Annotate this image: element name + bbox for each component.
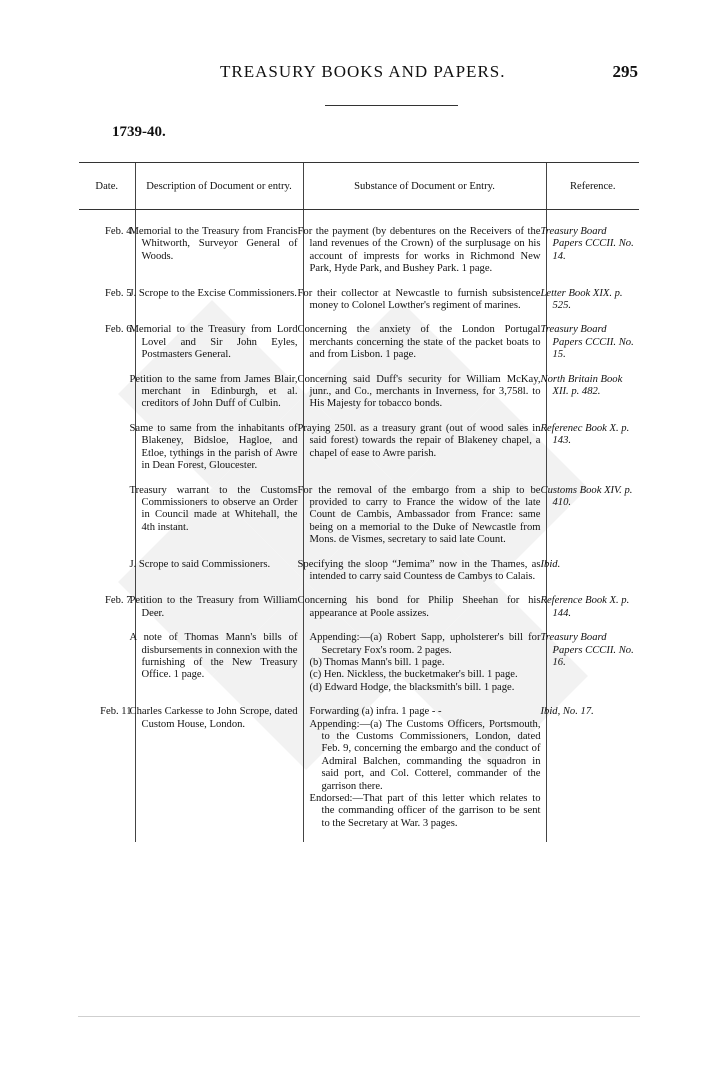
entry-reference: Reference Book X. p. 144.: [546, 595, 639, 632]
entry-reference: Treasury Board Papers CCCII. No. 16.: [546, 632, 639, 706]
entry-reference: Ibid.: [546, 559, 639, 596]
table-row: [79, 559, 639, 596]
entry-reference: Treasury Board Papers CCCII. No. 15.: [546, 324, 639, 373]
entry-description: Memorial to the Treasury from Francis Whitworth, Surveyor General of Woods.: [135, 210, 303, 288]
entry-date: [79, 374, 135, 423]
entry-substance: Specifying the sloop “Jemima” now in the Thames, as intended to carry said Countess de Cambys to Calais.: [303, 559, 546, 596]
entry-description: A note of Thomas Mann's bills of disbursements in connexion with the furnishing of the New Treasury Office. 1 page.: [135, 632, 303, 706]
substance-line: Appending:—(a) The Customs Officers, Portsmouth, to the Customs Commissioners, London, dated Feb. 9, concerning the embargo and the conduct of Admiral Balchen, commanding the squadron in said port, and Col. Cotterel, commander of the garrison there.: [309, 718, 541, 792]
entry-date: [79, 559, 135, 596]
entry-date: [79, 632, 135, 706]
entry-substance: Praying 250l. as a treasury grant (out of wood sales in said forest) towards the repair of Blakeney chapel, a chapel of ease to Awre parish.: [303, 423, 546, 485]
bottom-rule: [78, 1016, 640, 1017]
entry-date: Feb. 11: [100, 706, 132, 718]
table-row: [79, 288, 639, 325]
entry-reference: Ibid, No. 17.: [546, 706, 639, 842]
entry-description: J. Scrope to the Excise Commissioners.: [135, 288, 303, 325]
entry-date: Feb. 5: [105, 287, 132, 299]
entry-substance: Concerning his bond for Philip Sheehan for his appearance at Poole assizes.: [303, 595, 546, 632]
entry-description: Charles Carkesse to John Scrope, dated Custom House, London.: [135, 706, 303, 842]
entry-substance: Concerning said Duff's security for William McKay, junr., and Co., merchants in Inverness, for 3,758l. to His Majesty for tobacco bonds.: [303, 374, 546, 423]
column-header-row: [79, 163, 639, 210]
entry-description: Same to same from the inhabitants of Blakeney, Bidsloe, Hagloe, and Etloe, tythings in the parish of Awre in Dean Forest, Gloucester.: [135, 423, 303, 485]
entry-date: Feb. 4: [105, 226, 132, 237]
table-row: [79, 210, 639, 288]
substance-line: Endorsed:—That part of this letter which relates to the commanding officer of the garrison to be sent to the Secretary at War. 3 pages.: [309, 793, 541, 829]
entry-description: Petition to the same from James Blair, merchant in Edinburgh, et al. creditors of John Duff of Culbin.: [135, 374, 303, 423]
ledger-table: [79, 162, 639, 842]
column-header-description: Description of Document or entry.: [135, 163, 303, 210]
entry-date: [79, 485, 135, 559]
column-header-reference: Reference.: [546, 163, 639, 210]
entry-reference: Treasury Board Papers CCCII. No. 14.: [546, 210, 639, 288]
entry-reference: North Britain Book XII. p. 482.: [546, 374, 639, 423]
table-row: [79, 595, 639, 632]
entry-date: Feb. 6: [105, 324, 132, 336]
entry-date: [79, 423, 135, 485]
substance-line: Forwarding (a) infra. 1 page - -: [309, 706, 442, 718]
entry-reference: Customs Book XIV. p. 410.: [546, 485, 639, 559]
entry-reference: Referenec Book X. p. 143.: [546, 423, 639, 485]
header-rule: [325, 105, 458, 106]
entry-description: Memorial to the Treasury from Lord Lovel and Sir John Eyles, Postmasters General.: [135, 324, 303, 373]
table-row: [79, 632, 639, 706]
entry-description: Petition to the Treasury from William Deer.: [135, 595, 303, 632]
entry-substance: [303, 632, 546, 706]
entry-reference: Letter Book XIX. p. 525.: [546, 288, 639, 325]
entry-date: Feb. 7: [105, 595, 132, 607]
entry-substance: For the removal of the embargo from a ship to be provided to carry to France the widow of the late Count de Cambis, Ambassador from France: same being on a memorial to the Duke of Newcastle from Mons. de Vismes, secretary to said late Count.: [303, 485, 546, 559]
year-heading: 1739-40.: [112, 124, 166, 140]
table-row: [79, 423, 639, 485]
entry-substance: Concerning the anxiety of the London Portugal merchants concerning the state of the packet boats to and from Lisbon. 1 page.: [303, 324, 546, 373]
substance-line: (b) Thomas Mann's bill. 1 page.: [309, 656, 445, 668]
column-header-substance: Substance of Document or Entry.: [303, 163, 546, 210]
table-row: [79, 485, 639, 559]
substance-line: (d) Edward Hodge, the blacksmith's bill. 1 page.: [309, 681, 515, 693]
table-row: [79, 374, 639, 423]
substance-line: Appending:—(a) Robert Sapp, upholsterer's bill for Secretary Fox's room. 2 pages.: [309, 632, 541, 656]
entry-substance: [303, 706, 546, 842]
table-row: [79, 706, 639, 842]
page-number: 295: [612, 62, 638, 81]
running-title: TREASURY BOOKS AND PAPERS.: [220, 62, 506, 81]
substance-line: (c) Hen. Nickless, the bucketmaker's bill. 1 page.: [309, 669, 518, 681]
entry-description: J. Scrope to said Commissioners.: [135, 559, 303, 596]
page-header: [0, 62, 721, 88]
column-header-date: Date.: [79, 163, 135, 210]
entry-description: Treasury warrant to the Customs Commissioners to observe an Order in Council made at Whitehall, the 4th instant.: [135, 485, 303, 559]
table-row: [79, 324, 639, 373]
entry-substance: For the payment (by debentures on the Receivers of the land revenues of the Crown) of the surplusage on his account of imprests for works in Richmond New Park, Hyde Park, and Bushey Park. 1 page.: [303, 210, 546, 288]
entry-substance: For their collector at Newcastle to furnish subsistence money to Colonel Lowther's regiment of marines.: [303, 288, 546, 325]
